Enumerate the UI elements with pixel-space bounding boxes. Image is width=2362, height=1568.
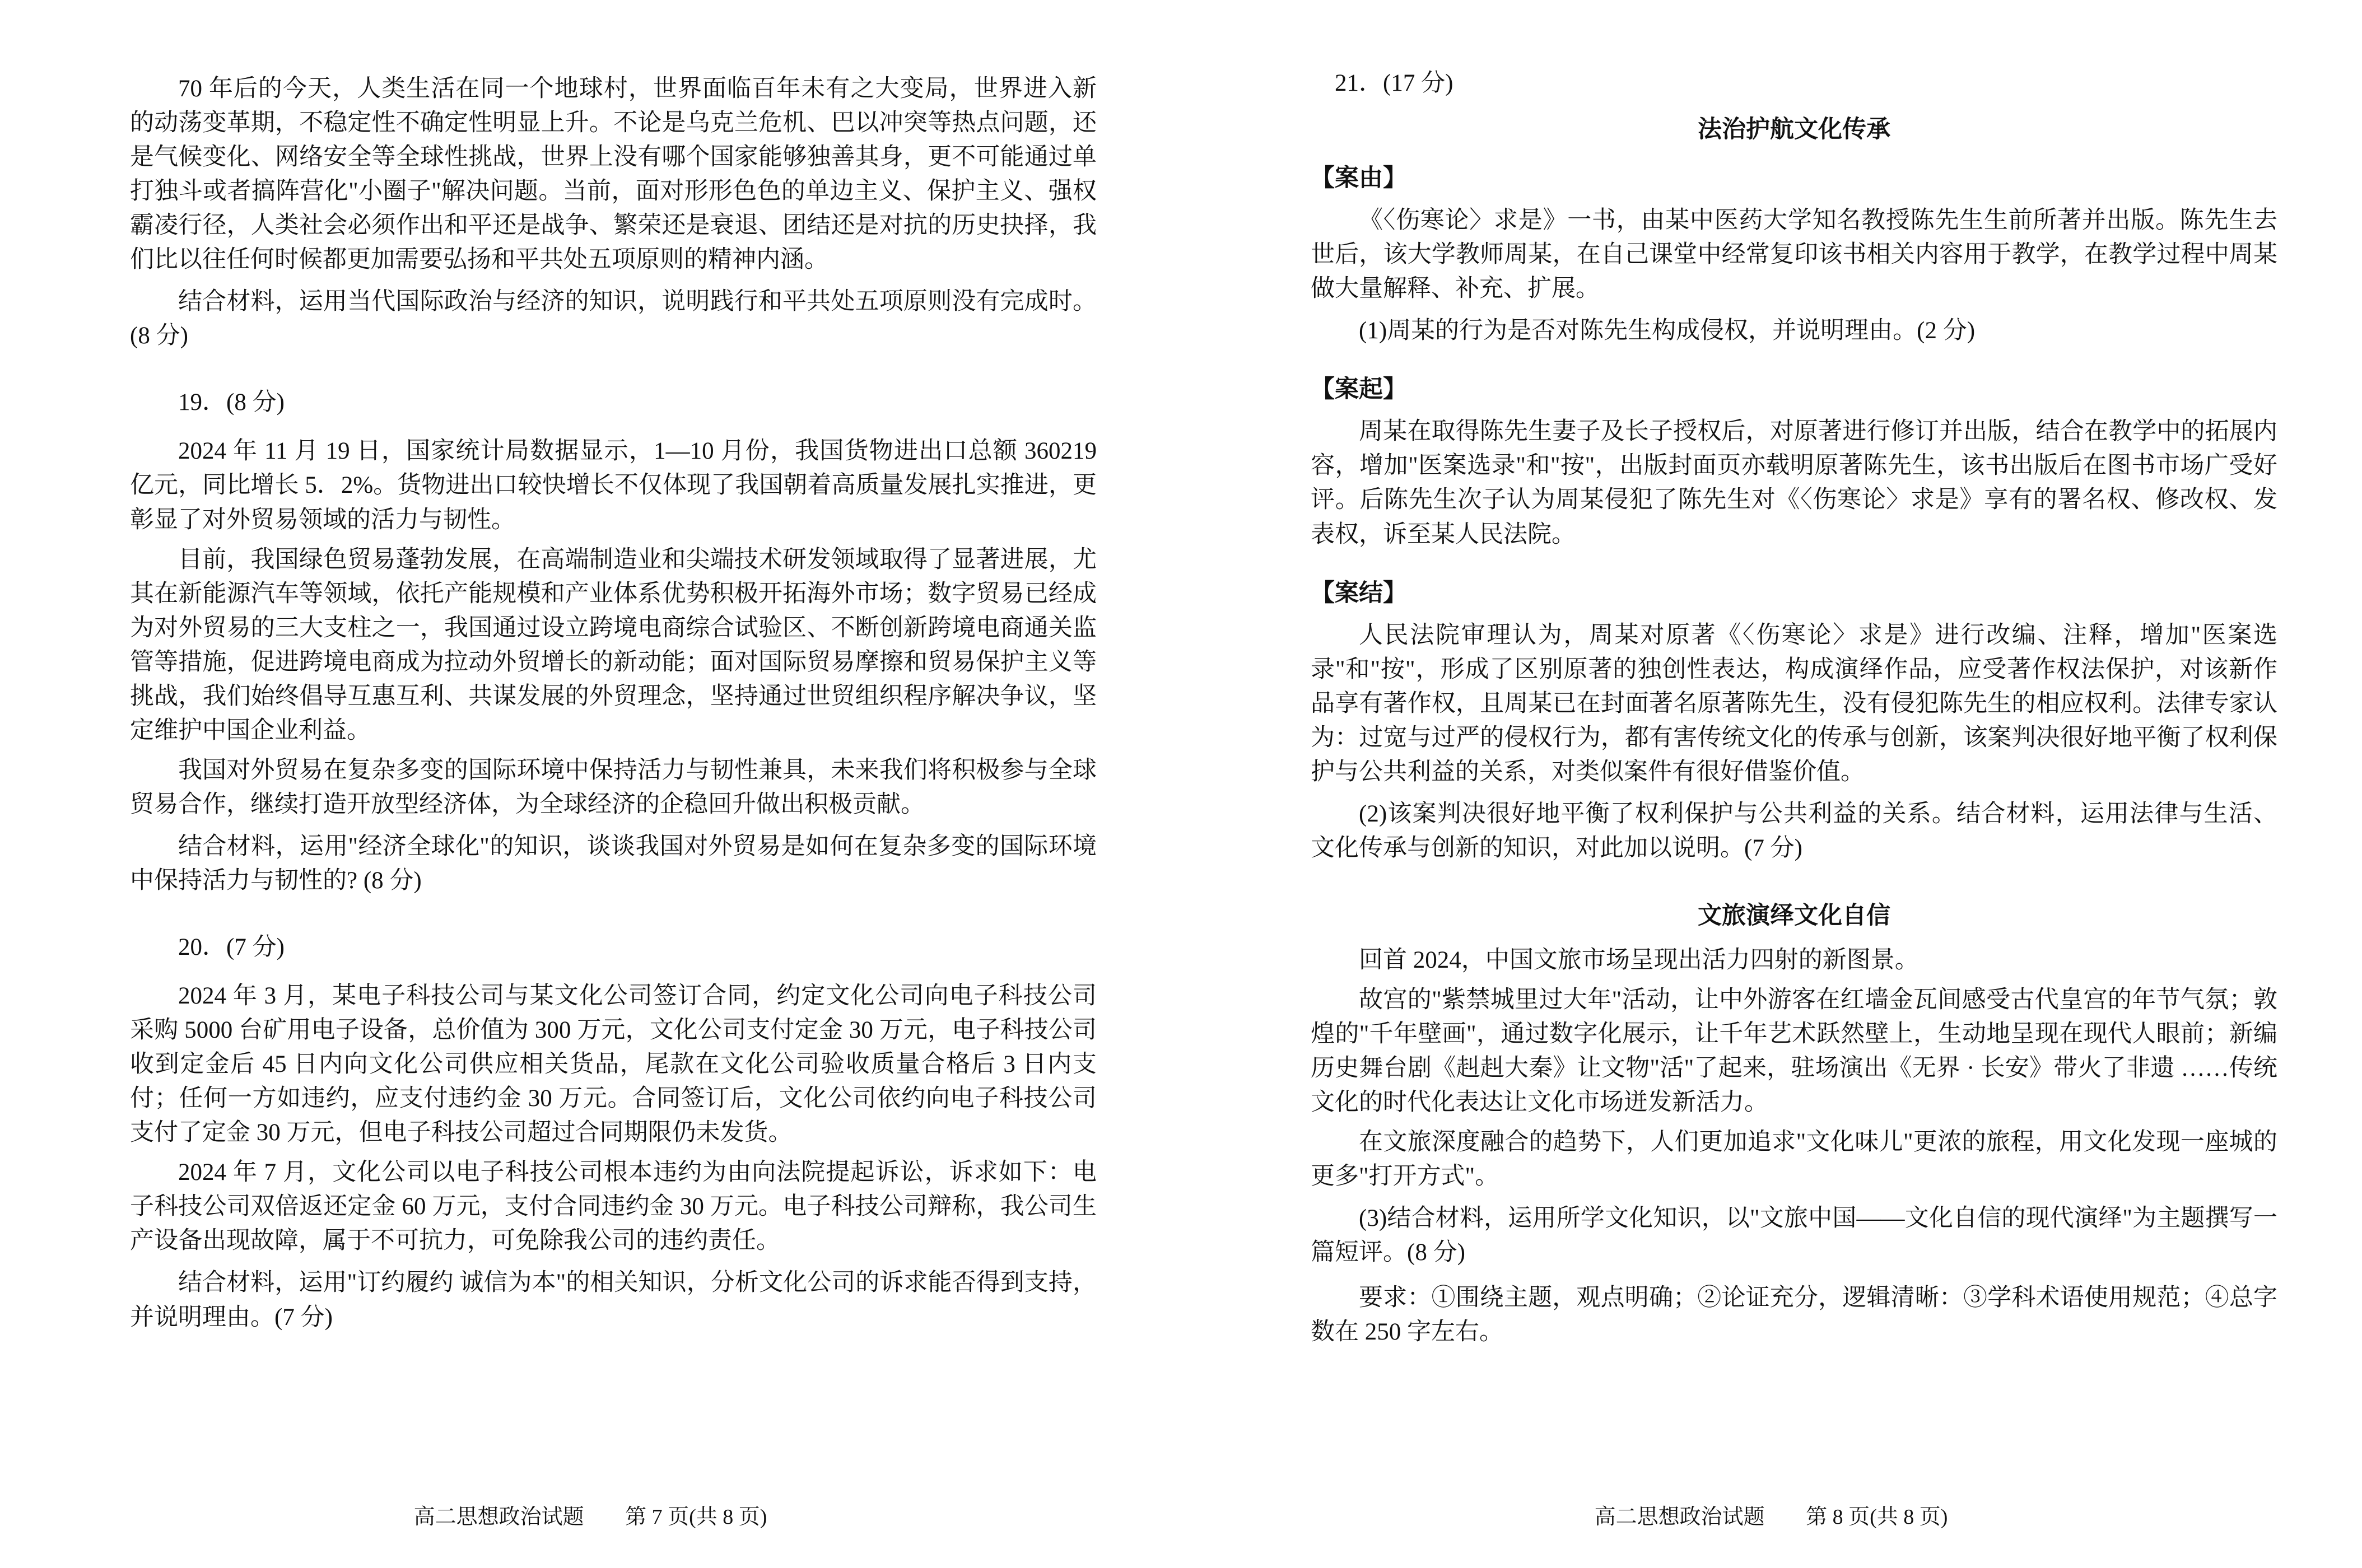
five-principles-question-prompt: 结合材料，运用当代国际政治与经济的知识，说明践行和平共处五项原则没有完成时。(8 分): [130, 288, 1097, 349]
question-20-prompt: 结合材料，运用"订约履约 诚信为本"的相关知识，分析文化公司的诉求能否得到支持，并说明理由。(7 分): [130, 1270, 1097, 1331]
culture-intro-line: 回首 2024，中国文旅市场呈现出活力四射的新图景。: [1359, 946, 1919, 973]
section-title-culture-confidence: 文旅演绎文化自信: [1698, 902, 1890, 929]
question-20-material-1: 2024 年 3 月，某电子科技公司与某文化公司签订合同，约定文化公司向电子科技公司采购 5000 台矿用电子设备，总价值为 300 万元，文化公司支付定金 30 万元，电子科技公司收到定金后 45 日内向文化公司供应相关货品，尾款在文化公司验收质量合格后 3 日内支付；任何一方如违约，应支付违约金 30 万元。合同签订后，文化公司依约向电子科技公司支付了定金 30 万元，但电子科技公司超过合同期限仍未发货。: [130, 983, 1097, 1146]
footer-exam-title: 高二思想政治试题: [413, 1505, 584, 1529]
footer-exam-title: 高二思想政治试题: [1594, 1505, 1765, 1529]
page-7-footer: [0, 1499, 1181, 1530]
question-21-3-requirements: 要求：①围绕主题，观点明确；②论证充分，逻辑清晰：③学科术语使用规范；④总字数在 250 字左右。: [1311, 1285, 2277, 1346]
question-19-prompt: 结合材料，运用"经济全球化"的知识，谈谈我国对外贸易是如何在复杂多变的国际环境中保持活力与韧性的? (8 分): [130, 833, 1097, 894]
footer-page-number: 第 7 页(共 8 页): [625, 1505, 767, 1529]
case-origin-heading: 【案由】: [1311, 165, 1407, 192]
intro-paragraph: 70 年后的今天，人类生活在同一个地球村，世界面临百年未有之大变局，世界进入新的动荡变革期，不稳定性不确定性明显上升。不论是乌克兰危机、巴以冲突等热点问题，还是气候变化、网络安全等全球性挑战，世界上没有哪个国家能够独善其身，更不可能通过单打独斗或者搞阵营化"小圈子"解决问题。当前，面对形形色色的单边主义、保护主义、强权霸凌行径，人类社会必须作出和平还是战争、繁荣还是衰退、团结还是对抗的历史抉择，我们比以往任何时候都更加需要弘扬和平共处五项原则的精神内涵。: [130, 76, 1097, 273]
question-21-label: 21．(17 分): [1335, 70, 1453, 96]
question-21-1-prompt: (1)周某的行为是否对陈先生构成侵权，并说明理由。(2 分): [1359, 318, 1976, 344]
question-19-material-3: 我国对外贸易在复杂多变的国际环境中保持活力与韧性兼具，未来我们将积极参与全球贸易合作，继续打造开放型经济体，为全球经济的企稳回升做出积极贡献。: [130, 757, 1097, 818]
footer-page-number: 第 8 页(共 8 页): [1806, 1505, 1948, 1529]
case-result-heading: 【案结】: [1311, 580, 1407, 606]
question-21-2-prompt: (2)该案判决很好地平衡了权利保护与公共利益的关系。结合材料，运用法律与生活、文化传承与创新的知识，对此加以说明。(7 分): [1311, 800, 2277, 861]
question-19-material-2: 目前，我国绿色贸易蓬勃发展，在高端制造业和尖端技术研发领域取得了显著进展，尤其在新能源汽车等领域，依托产能规模和产业体系优势积极开拓海外市场；数字贸易已经成为对外贸易的三大支柱之一，我国通过设立跨境电商综合试验区、不断创新跨境电商通关监管等措施，促进跨境电商成为拉动外贸增长的新动能；面对国际贸易摩擦和贸易保护主义等挑战，我们始终倡导互惠互利、共谋发展的外贸理念，坚持通过世贸组织程序解决争议，坚定维护中国企业利益。: [130, 546, 1097, 744]
culture-examples-paragraph: 故宫的"紫禁城里过大年"活动，让中外游客在红墙金瓦间感受古代皇宫的年节气氛；敦煌的"千年壁画"，通过数字化展示，让千年艺术跃然壁上，生动地呈现在现代人眼前；新编历史舞台剧《赳赳大秦》让文物"活"了起来，驻场演出《无界 · 长安》带火了非遗 ……传统文化的时代化表达让文化市场迸发新活力。: [1311, 987, 2277, 1116]
question-20-label: 20．(7 分): [178, 934, 285, 961]
page-8-footer: [1181, 1499, 2361, 1530]
question-21-3-prompt: (3)结合材料，运用所学文化知识，以"文旅中国——文化自信的现代演绎"为主题撰写一篇短评。(8 分): [1311, 1205, 2277, 1266]
question-19-material-1: 2024 年 11 月 19 日，国家统计局数据显示，1—10 月份，我国货物进出口总额 360219 亿元，同比增长 5．2%。货物进出口较快增长不仅体现了我国朝着高质量发展扎实推进，更彰显了对外贸易领域的活力与韧性。: [130, 438, 1097, 533]
exam-page-8: [1181, 0, 2361, 1568]
case-result-paragraph: 人民法院审理认为，周某对原著《〈伤寒论〉求是》进行改编、注释，增加"医案选录"和"按"，形成了区别原著的独创性表达，构成演绎作品，应受著作权法保护，对该新作品享有著作权，且周某已在封面著名原著陈先生，没有侵犯陈先生的相应权利。法律专家认为：过宽与过严的侵权行为，都有害传统文化的传承与创新，该案判决很好地平衡了权利保护与公共利益的关系，对类似案件有很好借鉴价值。: [1311, 622, 2277, 785]
case-start-heading: 【案起】: [1311, 376, 1407, 403]
case-start-paragraph: 周某在取得陈先生妻子及长子授权后，对原著进行修订并出版，结合在教学中的拓展内容，增加"医案选录"和"按"，出版封面页亦载明原著陈先生，该书出版后在图书市场广受好评。后陈先生次子认为周某侵犯了陈先生对《〈伤寒论〉求是》享有的署名权、修改权、发表权，诉至某人民法院。: [1311, 418, 2277, 548]
page-8-content: [1181, 0, 2361, 1350]
question-19-label: 19．(8 分): [178, 389, 285, 416]
culture-trend-paragraph: 在文旅深度融合的趋势下，人们更加追求"文化味儿"更浓的旅程，用文化发现一座城的更多"打开方式"。: [1311, 1129, 2277, 1190]
page-7-content: [0, 0, 1181, 1334]
question-20-material-2: 2024 年 7 月，文化公司以电子科技公司根本违约为由向法院提起诉讼，诉求如下：电子科技公司双倍返还定金 60 万元，支付合同违约金 30 万元。电子科技公司辩称，我公司生产设备出现故障，属于不可抗力，可免除我公司的违约责任。: [130, 1159, 1097, 1254]
section-title-law-culture: 法治护航文化传承: [1698, 116, 1890, 143]
case-origin-paragraph: 《〈伤寒论〉求是》一书，由某中医药大学知名教授陈先生生前所著并出版。陈先生去世后，该大学教师周某，在自己课堂中经常复印该书相关内容用于教学，在教学过程中周某做大量解释、补充、扩展。: [1311, 207, 2277, 302]
